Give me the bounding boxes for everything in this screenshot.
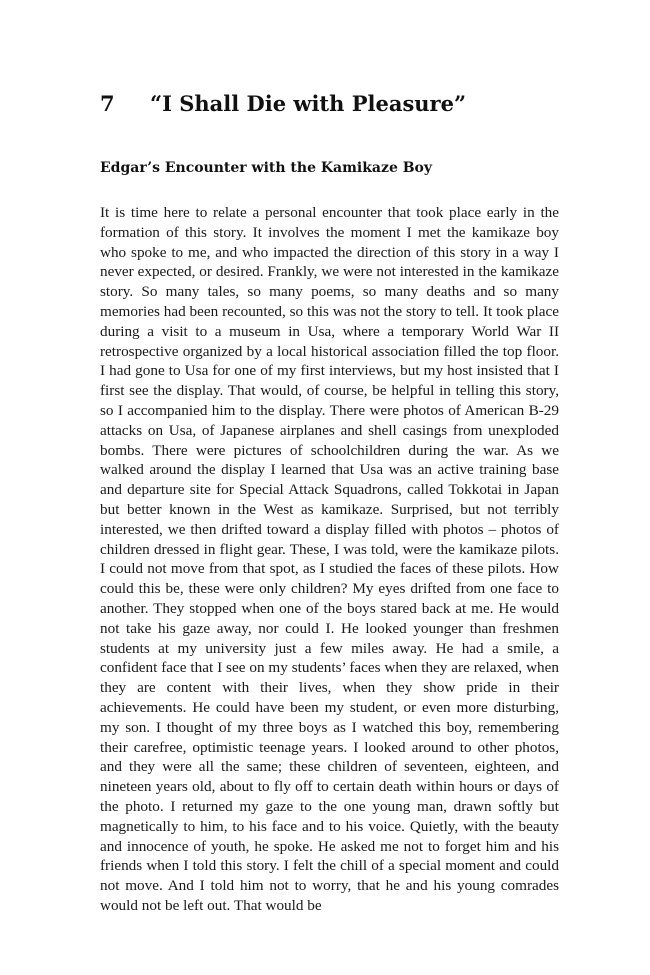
body-paragraph: It is time here to relate a personal encounter that took place early in the formation of this story. It involves the moment I met the kamikaze boy who spoke to me, and who impacted the direction of this story in a way I never expected, or desired. Frankly, we were not interested in the kamikaze story. So many tales, so many poems, so many deaths and so many memories had been recounted, so this was not the story to tell. It took place during a visit to a museum in Usa, where a temporary World War II retrospective organized by a local historical association filled the top floor. I had gone to Usa for one of my first interviews, but my host insisted that I first see the display. That would, of course, be helpful in telling this story, so I accompanied him to the display. There were photos of American B-29 attacks on Usa, of Japanese airplanes and shell casings from unexploded bombs. There were pictures of schoolchildren during the war. As we walked around the display I learned that Usa was an active training base and departure site for Special Attack Squadrons, called Tokkotai in Japan but better known in the West as kamikaze. Surprised, but not terribly interested, we then drifted toward a display filled with photos – photos of children dressed in flight gear. These, I was told, were the kamikaze pilots. I could not move from that spot, as I studied the faces of these pilots. How could this be, these were only children? My eyes drifted from one face to another. They stopped when one of the boys stared back at me. He would not take his gaze away, nor could I. He looked younger than freshmen students at my university just a few miles away. He had a smile, a confident face that I see on my students’ faces when they are relaxed, when they are content with their lives, when they show pride in their achievements. He could have been my student, or even more disturbing, my son. I thought of my three boys as I watched this boy, remembering their carefree, optimistic teenage years. I looked around to other photos, and they were all the same; these children of seventeen, eighteen, and nineteen years old, about to fly off to certain death within hours or days of the photo. I returned my gaze to the one young man, drawn softly but magnetically to him, to his face and to his voice. Quietly, with the beauty and innocence of youth, he spoke. He asked me not to forget him and his friends when I told this story. I felt the chill of a special moment and could not move. And I told him not to worry, that he and his young comrades would not be left out. That would be <box>100 204 559 914</box>
chapter-number: 7 <box>100 91 115 116</box>
chapter-heading <box>100 88 559 120</box>
chapter-title: “I Shall Die with Pleasure” <box>150 91 467 116</box>
section-heading: Edgar’s Encounter with the Kamikaze Boy <box>100 160 433 176</box>
book-page <box>100 88 559 916</box>
